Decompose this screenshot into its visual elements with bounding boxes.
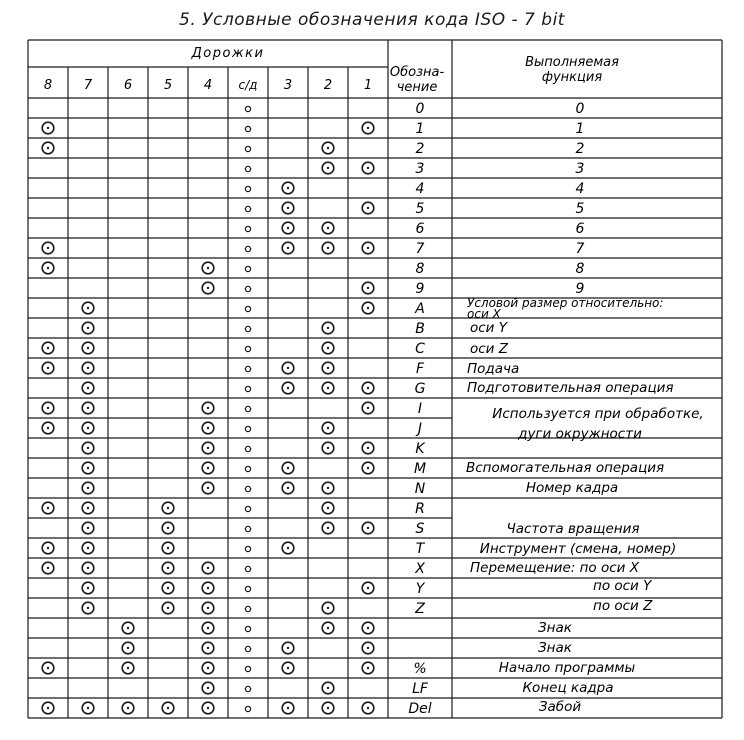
table-row: [82, 321, 425, 337]
hole-center-dot: [207, 707, 209, 709]
code-cell: R: [415, 501, 425, 517]
hole-center-dot: [287, 367, 289, 369]
code-cell: LF: [412, 681, 428, 697]
table-row: [82, 381, 425, 397]
hole-center-dot: [327, 527, 329, 529]
hole-center-dot: [327, 607, 329, 609]
table-grid: [28, 40, 722, 718]
hole-center-dot: [207, 647, 209, 649]
hole-center-dot: [87, 487, 89, 489]
function-cell: 7: [575, 241, 585, 257]
hole-center-dot: [207, 267, 209, 269]
hole-center-dot: [367, 667, 369, 669]
function-header-line1: Выполняемая: [525, 55, 619, 70]
hole-center-dot: [367, 247, 369, 249]
code-cell: Del: [408, 701, 432, 717]
hole-center-dot: [367, 627, 369, 629]
table-header: [44, 46, 619, 95]
sprocket-hole: [245, 166, 250, 171]
hole-center-dot: [87, 567, 89, 569]
hole-center-dot: [287, 187, 289, 189]
hole-center-dot: [287, 387, 289, 389]
hole-center-dot: [367, 287, 369, 289]
table-row: [82, 461, 426, 477]
func-z: по оси Z: [593, 598, 653, 614]
function-cell: 8: [575, 261, 585, 277]
hole-center-dot: [167, 707, 169, 709]
table-row: [245, 221, 584, 237]
hole-center-dot: [87, 587, 89, 589]
hole-center-dot: [207, 467, 209, 469]
hole-center-dot: [167, 527, 169, 529]
hole-center-dot: [167, 567, 169, 569]
hole-center-dot: [327, 487, 329, 489]
hole-center-dot: [87, 307, 89, 309]
table-row: [202, 681, 429, 697]
function-cell: 5: [575, 201, 585, 217]
hole-center-dot: [87, 407, 89, 409]
sprocket-hole: [245, 246, 250, 251]
hole-center-dot: [87, 367, 89, 369]
sprocket-hole: [245, 186, 250, 191]
sprocket-hole: [245, 426, 250, 431]
hole-center-dot: [287, 247, 289, 249]
sprocket-hole: [245, 546, 250, 551]
function-column: [466, 296, 704, 715]
sprocket-hole: [245, 126, 250, 131]
sprocket-hole: [245, 506, 250, 511]
table-row: [82, 481, 426, 497]
table-row: [82, 301, 425, 317]
hole-center-dot: [167, 547, 169, 549]
code-cell: 3: [415, 161, 425, 177]
hole-center-dot: [207, 587, 209, 589]
sprocket-hole: [245, 146, 250, 151]
code-cell: 7: [415, 241, 425, 257]
table-row: [42, 421, 422, 437]
code-cell: 9: [415, 281, 425, 297]
hole-center-dot: [327, 687, 329, 689]
sprocket-hole: [245, 306, 250, 311]
func-pct: Начало программы: [498, 660, 636, 676]
code-cell: F: [415, 361, 425, 377]
sprocket-hole: [245, 526, 250, 531]
code-cell: C: [415, 341, 425, 357]
hole-center-dot: [287, 207, 289, 209]
hole-center-dot: [47, 347, 49, 349]
hole-center-dot: [47, 147, 49, 149]
track-header-7: 7: [83, 78, 93, 93]
hole-center-dot: [327, 627, 329, 629]
hole-center-dot: [87, 607, 89, 609]
hole-center-dot: [327, 327, 329, 329]
sprocket-hole: [245, 386, 250, 391]
hole-center-dot: [127, 647, 129, 649]
hole-center-dot: [87, 427, 89, 429]
hole-center-dot: [47, 567, 49, 569]
hole-center-dot: [367, 647, 369, 649]
hole-center-dot: [367, 407, 369, 409]
code-cell: J: [417, 421, 423, 437]
function-cell: 1: [575, 121, 585, 137]
hole-center-dot: [207, 567, 209, 569]
function-cell: 0: [575, 101, 585, 117]
hole-center-dot: [47, 427, 49, 429]
table-row: [42, 401, 422, 417]
hole-center-dot: [87, 507, 89, 509]
table-row: [245, 201, 584, 217]
code-header-line1: Обозна-: [389, 65, 445, 80]
hole-center-dot: [87, 527, 89, 529]
func-f: Подача: [467, 361, 520, 377]
hole-center-dot: [47, 407, 49, 409]
hole-center-dot: [367, 207, 369, 209]
hole-center-dot: [47, 547, 49, 549]
table-row: [42, 561, 425, 577]
sprocket-hole: [245, 706, 250, 711]
hole-center-dot: [287, 547, 289, 549]
hole-center-dot: [367, 167, 369, 169]
table-row: [202, 281, 584, 297]
function-cell: 9: [575, 281, 585, 297]
table-row: [42, 241, 584, 257]
hole-center-dot: [47, 507, 49, 509]
hole-center-dot: [207, 407, 209, 409]
sprocket-hole: [245, 226, 250, 231]
code-cell: X: [415, 561, 425, 577]
function-header-line2: функция: [541, 70, 603, 85]
hole-center-dot: [167, 507, 169, 509]
hole-center-dot: [327, 347, 329, 349]
track-header-3: 3: [283, 78, 293, 93]
track-header-sd: с/д: [238, 78, 258, 92]
track-header-5: 5: [163, 78, 173, 93]
func-y: по оси Y: [593, 578, 652, 594]
sprocket-hole: [245, 286, 250, 291]
code-cell: I: [417, 401, 423, 417]
table-row: [42, 661, 426, 677]
table-row: [42, 501, 425, 517]
func-a-line2: оси X: [467, 307, 501, 321]
func-t: Инструмент (смена, номер): [479, 541, 677, 557]
table-row: [245, 161, 584, 177]
code-cell: %: [413, 661, 427, 677]
hole-center-dot: [47, 707, 49, 709]
sprocket-hole: [245, 326, 250, 331]
code-cell: N: [414, 481, 426, 497]
track-header-2: 2: [323, 78, 333, 93]
table-row: [245, 181, 584, 197]
func-lf: Конец кадра: [522, 680, 614, 696]
function-cell: 2: [575, 141, 585, 157]
code-cell: G: [414, 381, 426, 397]
code-cell: 4: [415, 181, 425, 197]
hole-center-dot: [87, 387, 89, 389]
hole-center-dot: [87, 707, 89, 709]
code-cell: 2: [415, 141, 425, 157]
table-row: [42, 541, 426, 557]
sprocket-hole: [245, 686, 250, 691]
hole-center-dot: [287, 707, 289, 709]
hole-center-dot: [207, 427, 209, 429]
code-cell: 8: [415, 261, 425, 277]
hole-center-dot: [327, 227, 329, 229]
hole-center-dot: [207, 487, 209, 489]
func-m: Вспомогательная операция: [466, 460, 665, 476]
hole-center-dot: [207, 287, 209, 289]
function-cell: 3: [575, 161, 585, 177]
func-rs: Частота вращения: [506, 521, 640, 537]
hole-center-dot: [327, 247, 329, 249]
func-sign2: Знак: [538, 640, 572, 656]
hole-center-dot: [87, 347, 89, 349]
hole-center-dot: [367, 387, 369, 389]
function-cell: 6: [575, 221, 585, 237]
hole-center-dot: [87, 547, 89, 549]
hole-center-dot: [207, 447, 209, 449]
table-row: [82, 601, 425, 617]
hole-center-dot: [167, 587, 169, 589]
table-row: [42, 121, 584, 137]
code-cell: 0: [415, 101, 425, 117]
hole-center-dot: [287, 227, 289, 229]
table-row: [82, 441, 426, 457]
table-row: [245, 101, 584, 117]
sprocket-hole: [245, 486, 250, 491]
hole-center-dot: [47, 247, 49, 249]
hole-center-dot: [327, 427, 329, 429]
func-x: Перемещение: по оси X: [470, 560, 639, 576]
sprocket-hole: [245, 266, 250, 271]
func-n: Номер кадра: [525, 480, 619, 496]
hole-center-dot: [367, 707, 369, 709]
hole-center-dot: [47, 667, 49, 669]
hole-center-dot: [127, 707, 129, 709]
func-del: Забой: [538, 699, 582, 715]
code-cell: Z: [415, 601, 425, 617]
func-a-line1: Условой размер относительно:: [467, 296, 664, 310]
hole-center-dot: [47, 127, 49, 129]
hole-center-dot: [327, 167, 329, 169]
code-cell: 1: [415, 121, 425, 137]
hole-center-dot: [287, 667, 289, 669]
hole-center-dot: [207, 667, 209, 669]
code-cell: K: [415, 441, 425, 457]
table-row: [122, 622, 374, 634]
hole-center-dot: [327, 707, 329, 709]
code-cell: T: [415, 541, 425, 557]
hole-center-dot: [47, 367, 49, 369]
sprocket-hole: [245, 106, 250, 111]
code-cell: 5: [415, 201, 425, 217]
table-row: [42, 141, 584, 157]
sprocket-hole: [245, 626, 250, 631]
hole-center-dot: [207, 627, 209, 629]
code-cell: A: [415, 301, 425, 317]
sprocket-hole: [245, 606, 250, 611]
hole-center-dot: [127, 627, 129, 629]
hole-center-dot: [367, 127, 369, 129]
hole-center-dot: [367, 467, 369, 469]
hole-center-dot: [327, 447, 329, 449]
code-cell: B: [415, 321, 425, 337]
hole-center-dot: [327, 367, 329, 369]
function-cell: 4: [575, 181, 585, 197]
hole-center-dot: [287, 647, 289, 649]
track-header-1: 1: [363, 78, 373, 93]
sprocket-hole: [245, 466, 250, 471]
page-title: 5. Условные обозначения кода ISO - 7 bit: [179, 10, 565, 30]
hole-center-dot: [367, 307, 369, 309]
hole-center-dot: [87, 447, 89, 449]
track-header-6: 6: [123, 78, 133, 93]
func-sign1: Знак: [538, 620, 572, 636]
code-cell: 6: [415, 221, 425, 237]
hole-center-dot: [127, 667, 129, 669]
table-row: [42, 261, 584, 277]
func-ij-line1: Используется при обработке,: [492, 406, 704, 422]
hole-center-dot: [207, 607, 209, 609]
hole-center-dot: [367, 447, 369, 449]
sprocket-hole: [245, 406, 250, 411]
table-row: [42, 701, 432, 717]
code-cell: Y: [415, 581, 425, 597]
hole-center-dot: [367, 587, 369, 589]
code-header-line2: чение: [396, 80, 438, 95]
hole-center-dot: [87, 327, 89, 329]
track-headers: [44, 78, 372, 93]
code-cell: M: [413, 461, 427, 477]
sprocket-hole: [245, 666, 250, 671]
table-row: [82, 521, 424, 537]
sprocket-hole: [245, 566, 250, 571]
sprocket-hole: [245, 206, 250, 211]
table-row: [42, 361, 425, 377]
sprocket-hole: [245, 446, 250, 451]
sprocket-hole: [245, 366, 250, 371]
sprocket-hole: [245, 646, 250, 651]
func-b: оси Y: [470, 320, 507, 336]
tracks-label: Дорожки: [191, 46, 265, 61]
hole-center-dot: [47, 267, 49, 269]
hole-center-dot: [327, 147, 329, 149]
hole-center-dot: [287, 487, 289, 489]
table-row: [82, 581, 426, 597]
func-ij-line2: дуги окружности: [518, 426, 642, 442]
track-header-8: 8: [43, 78, 53, 93]
hole-center-dot: [87, 467, 89, 469]
hole-center-dot: [207, 687, 209, 689]
func-c: оси Z: [470, 341, 508, 357]
hole-center-dot: [367, 527, 369, 529]
table-row: [122, 642, 374, 654]
code-cell: S: [415, 521, 425, 537]
sprocket-hole: [245, 346, 250, 351]
hole-center-dot: [327, 507, 329, 509]
hole-center-dot: [167, 607, 169, 609]
table-row: [42, 341, 425, 357]
sprocket-hole: [245, 586, 250, 591]
func-g: Подготовительная операция: [467, 380, 674, 396]
track-header-4: 4: [203, 78, 213, 93]
hole-center-dot: [327, 387, 329, 389]
hole-center-dot: [287, 467, 289, 469]
